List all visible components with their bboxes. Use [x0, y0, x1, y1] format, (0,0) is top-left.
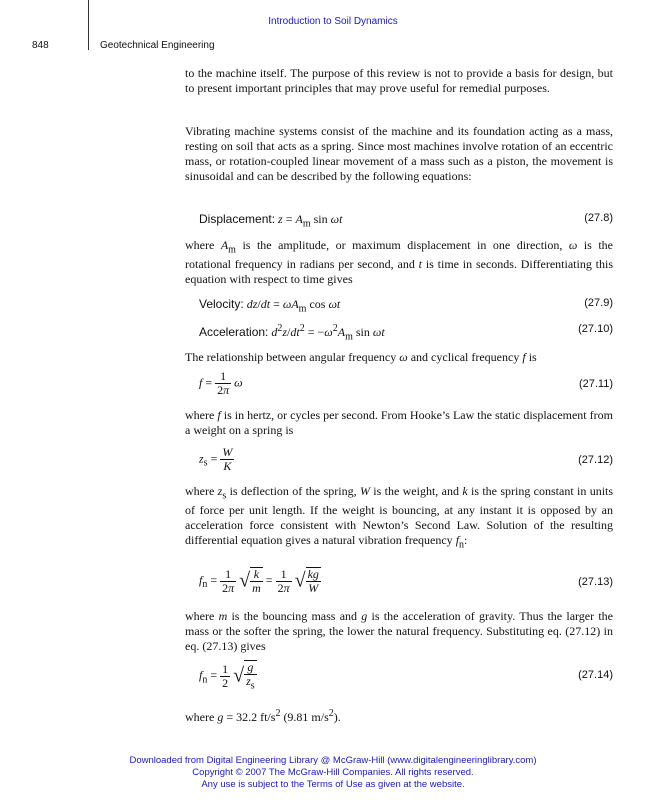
equation-label: Velocity:: [199, 297, 244, 311]
text-run: is the bouncing mass and: [231, 609, 358, 623]
paragraph-angular-frequency: The relationship between angular frequency ω and cyclical frequency f is: [185, 350, 537, 364]
footer-copyright-line: Copyright © 2007 The McGraw-Hill Companies. All rights reserved.: [192, 767, 474, 778]
fraction: $\frac{1}{2\pi}$: [217, 369, 230, 397]
text-run: is the rotational frequency in radians per second, and: [185, 238, 614, 272]
equation-displacement: Displacement: $z = A_m$ sin ωt (27.8): [199, 212, 613, 230]
equation-number: (27.12): [578, 454, 613, 466]
text-run: is in hertz, or cycles per second. From Hooke’s Law the static displacement from a weight on a spring is: [185, 408, 614, 437]
equation-number: (27.8): [584, 212, 613, 224]
equation-label: Displacement:: [199, 212, 276, 226]
fraction: $\frac{1}{2\pi}$: [277, 566, 290, 595]
paragraph-hertz: where f is in hertz, or cycles per second. From Hooke’s Law the static displacement from a weight on a spring is: [185, 408, 614, 437]
text-run: The relationship between angular frequency: [185, 350, 397, 364]
book-title: Geotechnical Engineering: [100, 40, 215, 51]
text-run: is the amplitude, or maximum displacement in one direction,: [242, 238, 563, 252]
footer-download-line[interactable]: Downloaded from Digital Engineering Library @ McGraw-Hill (www.digitalengineeringlibrary.com): [129, 755, 537, 766]
square-root: √ $\frac{k}{m}$: [239, 567, 261, 595]
fraction: $\frac{1}{2\pi}$: [222, 566, 235, 595]
equation-frequency: f = $\frac{1}{2\pi}$ ω (27.11): [199, 369, 613, 397]
paragraph-vibrating-systems: Vibrating machine systems consist of the machine and its foundation acting as a mass, resting on soil that acts as a spring. Since most machines involve rotation of an eccentric mass, or rotation-coupled linear movement of a mass such as a piston, the movement is sinusoidal and can be described by the following equations:: [185, 124, 613, 183]
equation-number: (27.14): [578, 669, 613, 681]
header-rule: [88, 0, 89, 50]
paragraph-amplitude: where $A_m$ is the amplitude, or maximum displacement in one direction, ω is the rotational frequency in radians per second, and t is time in seconds. Differentiating this equation with respect to time gives: [185, 238, 614, 287]
text-run: is time in seconds. Differentiating this equation with respect to time gives: [185, 257, 614, 287]
word: where: [185, 238, 215, 252]
equation-natural-frequency-substituted: $f_n$ = $\frac{1}{2}$ √ $\frac{g}{z_s}$ (27.14): [199, 660, 613, 692]
text-run: is the weight, and: [373, 484, 459, 498]
chapter-header: Introduction to Soil Dynamics: [268, 16, 398, 27]
text-run: is deflection of the spring,: [229, 484, 357, 498]
equation-number: (27.11): [578, 378, 613, 390]
fraction: $\frac{1}{2}$: [222, 661, 229, 690]
text-run: and cyclical frequency: [410, 350, 520, 364]
paragraph-bouncing-mass: where m is the bouncing mass and g is the acceleration of gravity. Thus the larger the mass or the softer the spring, the lower the natural frequency. Substituting eq. (27.12) in eq. (27.13) gives: [185, 609, 614, 653]
text-run: is: [528, 350, 537, 364]
equation-acceleration: Acceleration: $d^2z/dt^2 = -\omega^2A_m$ sin ωt (27.10): [199, 323, 613, 343]
equation-label: Acceleration:: [199, 325, 269, 339]
text-run: is the spring constant in units of force per unit length. If the weight is bouncing, at any instant it is opposed by an acceleration force consistent with Newton’s Second Law. Solution of the resulting differential equation gives a natural vibration frequency: [185, 484, 614, 548]
equation-number: (27.10): [578, 323, 613, 335]
word: where: [185, 710, 215, 724]
text-run: = 32.2 ft/s: [226, 710, 276, 724]
footer-terms-line[interactable]: Any use is subject to the Terms of Use as given at the website.: [201, 779, 465, 790]
equation-natural-frequency: $f_n$ = $\frac{1}{2\pi}$ √ $\frac{k}{m}$ = $\frac{1}{2\pi}$ √ $\frac{kg}{W}$ (27.13): [199, 566, 613, 595]
footer: [0, 755, 666, 791]
equation-number: (27.9): [584, 297, 613, 309]
square-root: √ $\frac{kg}{W}$: [294, 567, 319, 595]
square-root: √ $\frac{g}{z_s}$: [233, 660, 255, 692]
equation-velocity: Velocity: $dz/dt = \omega A_m$ cos ωt (27.9): [199, 297, 613, 315]
fraction: $\frac{W}{K}$: [222, 445, 233, 473]
word: where: [185, 609, 215, 623]
text-run: is the acceleration of gravity. Thus the larger the mass or the softer the spring, the lower the natural frequency. Substituting eq. (27.12) in eq. (27.13) gives: [185, 609, 614, 653]
paragraph-spring: where $z_s$ is deflection of the spring, W is the weight, and k is the spring constant in units of force per unit length. If the weight is bouncing, at any instant it is opposed by an acceleration force consistent with Newton’s Second Law. Solution of the resulting differential equation gives a natural vibration frequency $f_n$:: [185, 484, 614, 551]
equation-static-displacement: $z_s$ = $\frac{W}{K}$ (27.12): [199, 445, 613, 473]
paragraph-gravity-value: where g = 32.2 $ft/s^2$ (9.81 $m/s^2$).: [185, 708, 341, 724]
paragraph-intro: to the machine itself. The purpose of this review is not to provide a basis for design, but to present important principles that may prove useful for remedial purposes.: [185, 66, 613, 95]
equation-number: (27.13): [578, 576, 613, 588]
text-run: (9.81 m/s: [283, 710, 329, 724]
word: where: [185, 484, 215, 498]
word: where: [185, 408, 215, 422]
page-number: 848: [32, 40, 49, 51]
